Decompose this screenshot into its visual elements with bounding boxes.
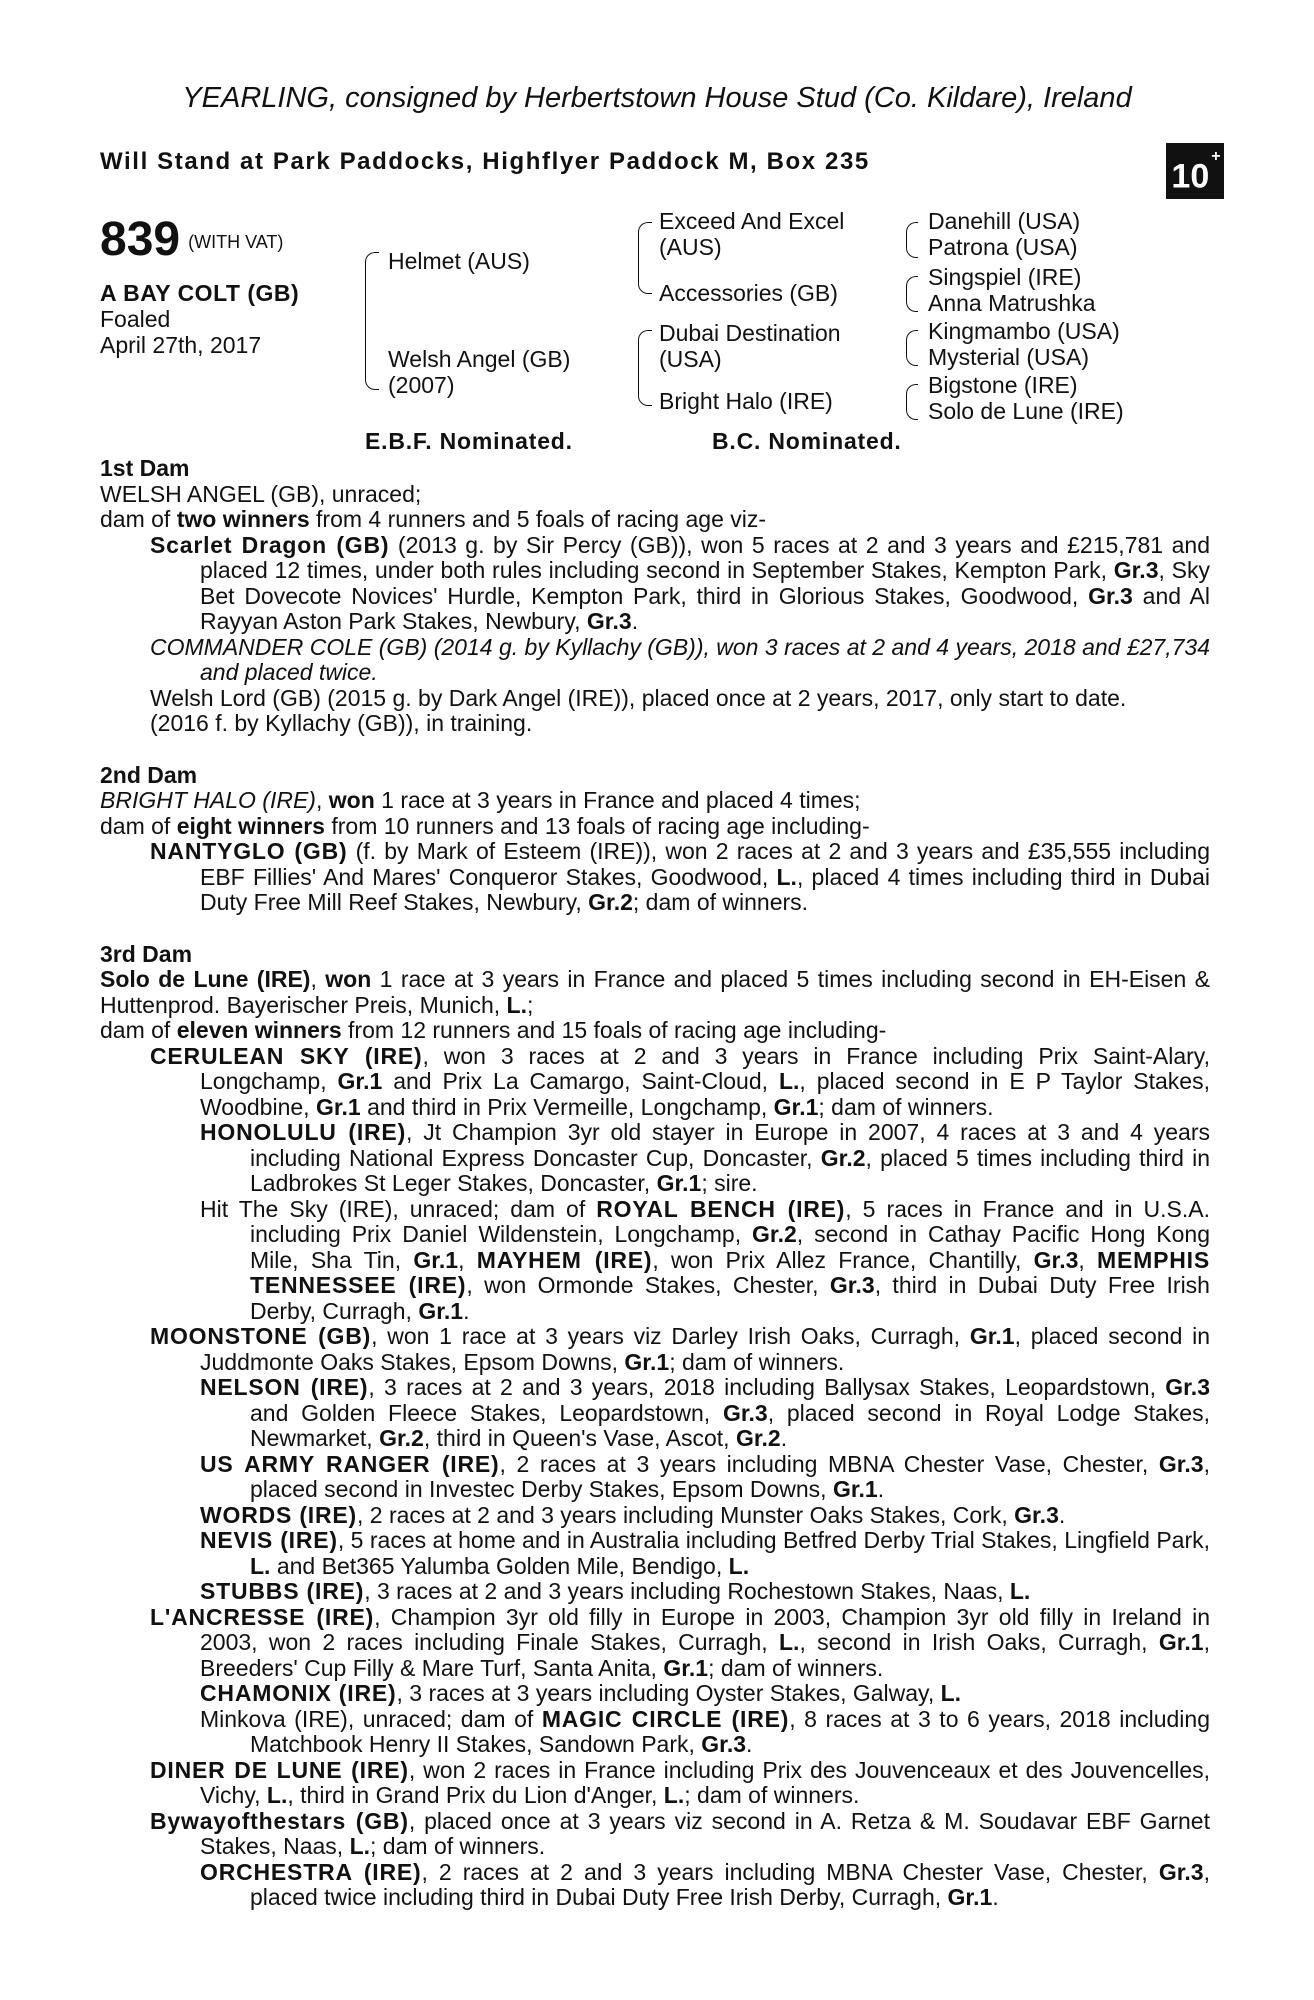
- pedigree-dam-dam: Bright Halo (IRE): [659, 388, 833, 414]
- foaled-date: April 27th, 2017: [100, 332, 262, 358]
- pedigree-dds: Bigstone (IRE): [928, 372, 1078, 398]
- third-dam-produce-summary: dam of eleven winners from 12 runners and 15 foals of racing age including-: [100, 1017, 887, 1043]
- pedigree-dss: Kingmambo (USA): [928, 318, 1120, 344]
- horse-description: A BAY COLT (GB): [100, 280, 300, 306]
- pedigree-dam-line2: (2007): [388, 372, 455, 398]
- list-item: Hit The Sky (IRE), unraced; dam of ROYAL BENCH (IRE), 5 races in France and in U.S.A. including Prix Daniel Wildenstein, Longchamp, Gr.2, second in Cathay Pacific Hong Kong Mile, Sha Tin, Gr.1, MAYHEM (IRE), won Prix Allez France, Chantilly, Gr.3, MEMPHIS TENNESSEE (IRE), won Ormonde Stakes, Chester, Gr.3, third in Dubai Duty Free Irish Derby, Curragh, Gr.1.: [200, 1195, 1210, 1324]
- fee-badge: [1166, 143, 1224, 199]
- second-dam-intro: BRIGHT HALO (IRE), won 1 race at 3 years in France and placed 4 times;: [100, 787, 861, 813]
- pedigree-sire: Helmet (AUS): [388, 248, 530, 274]
- list-item: NANTYGLO (GB) (f. by Mark of Esteem (IRE)), won 2 races at 2 and 3 years and £35,555 including EBF Fillies' And Mares' Conqueror Stakes, Goodwood, L., placed 4 times including third in Dubai Duty Free Mill Reef Stakes, Newbury, Gr.2; dam of winners.: [150, 838, 1210, 915]
- pedigree-brace-3: [638, 330, 652, 406]
- list-item: COMMANDER COLE (GB) (2014 g. by Kyllachy (GB)), won 3 races at 2 and 4 years, 2018 and £27,734 and placed twice.: [150, 633, 1210, 685]
- pedigree-ddd: Solo de Lune (IRE): [928, 398, 1124, 424]
- pedigree-brace-5: [906, 276, 918, 312]
- pedigree-dam-line1: Welsh Angel (GB): [388, 346, 571, 372]
- badge-plus: +: [1211, 148, 1221, 165]
- stand-location: Will Stand at Park Paddocks, Highflyer Paddock M, Box 235: [100, 148, 870, 175]
- ebf-nominated: E.B.F. Nominated.: [365, 428, 573, 454]
- page-header: YEARLING, consigned by Herbertstown House Stud (Co. Kildare), Ireland: [182, 82, 1132, 114]
- list-item: CERULEAN SKY (IRE), won 3 races at 2 and 3 years in France including Prix Saint-Alary, Longchamp, Gr.1 and Prix La Camargo, Saint-Cloud, L., placed second in E P Taylor Stakes, Woodbine, Gr.1 and third in Prix Vermeille, Longchamp, Gr.1; dam of winners.: [150, 1042, 1210, 1120]
- list-item: DINER DE LUNE (IRE), won 2 races in France including Prix des Jouvenceaux et des Jouvencelles, Vichy, L., third in Grand Prix du Lion d'Anger, L.; dam of winners.: [150, 1756, 1210, 1808]
- second-dam-produce-summary: dam of eight winners from 10 runners and 13 foals of racing age including-: [100, 812, 870, 839]
- bc-nominated: B.C. Nominated.: [712, 428, 902, 454]
- pedigree-brace-1: [365, 252, 379, 390]
- pedigree-sire-sire-line2: (AUS): [659, 234, 722, 260]
- pedigree-sire-sire-line1: Exceed And Excel: [659, 208, 845, 234]
- list-item: MOONSTONE (GB), won 1 race at 3 years viz Darley Irish Oaks, Curragh, Gr.1, placed second in Juddmonte Oaks Stakes, Epsom Downs, Gr.1; dam of winners.: [150, 1323, 1211, 1375]
- pedigree-sire-dam: Accessories (GB): [659, 280, 838, 306]
- pedigree-dsd: Mysterial (USA): [928, 344, 1090, 370]
- list-item: ORCHESTRA (IRE), 2 races at 2 and 3 years including MBNA Chester Vase, Chester, Gr.3, placed twice including third in Dubai Duty Free Irish Derby, Curragh, Gr.1.: [200, 1858, 1210, 1910]
- third-dam-intro: Solo de Lune (IRE), won 1 race at 3 years in France and placed 5 times including second in EH-Eisen & Huttenprod. Bayerischer Preis, Munich, L.;: [100, 966, 1210, 1018]
- badge-number: 10: [1171, 157, 1210, 196]
- pedigree-sdd: Anna Matrushka: [928, 290, 1096, 316]
- foaled-label: Foaled: [100, 306, 171, 332]
- list-item: NELSON (IRE), 3 races at 2 and 3 years, 2018 including Ballysax Stakes, Leopardstown, Gr.3 and Golden Fleece Stakes, Leopardstown, Gr.3, placed second in Royal Lodge Stakes, Newmarket, Gr.2, third in Queen's Vase, Ascot, Gr.2.: [200, 1374, 1210, 1451]
- first-dam-produce-summary: dam of two winners from 4 runners and 5 foals of racing age viz-: [100, 506, 767, 532]
- pedigree-dam-sire-line2: (USA): [659, 346, 722, 372]
- pedigree-brace-6: [906, 330, 918, 366]
- lot-number: [100, 212, 283, 267]
- list-item: L'ANCRESSE (IRE), Champion 3yr old filly in Europe in 2003, Champion 3yr old filly in Ireland in 2003, won 2 races including Finale Stakes, Curragh, L., second in Irish Oaks, Curragh, Gr.1, Breeders' Cup Filly & Mare Turf, Santa Anita, Gr.1; dam of winners.: [150, 1603, 1211, 1681]
- list-item: CHAMONIX (IRE), 3 races at 3 years including Oyster Stakes, Galway, L.: [200, 1680, 962, 1706]
- list-item: Bywayofthestars (GB), placed once at 3 years viz second in A. Retza & M. Soudavar EBF Garnet Stakes, Naas, L.; dam of winners.: [150, 1807, 1210, 1859]
- list-item: NEVIS (IRE), 5 races at home and in Australia including Betfred Derby Trial Stakes, Lingfield Park, L. and Bet365 Yalumba Golden Mile, Bendigo, L.: [200, 1527, 1210, 1579]
- list-item: HONOLULU (IRE), Jt Champion 3yr old stayer in Europe in 2007, 4 races at 3 and 4 years including National Express Doncaster Cup, Doncaster, Gr.2, placed 5 times including third in Ladbrokes St Leger Stakes, Doncaster, Gr.1; sire.: [200, 1119, 1210, 1196]
- list-item: WORDS (IRE), 2 races at 2 and 3 years including Munster Oaks Stakes, Cork, Gr.3.: [200, 1501, 1066, 1528]
- pedigree-sds: Singspiel (IRE): [928, 264, 1082, 290]
- list-item: US ARMY RANGER (IRE), 2 races at 3 years including MBNA Chester Vase, Chester, Gr.3, placed second in Investec Derby Stakes, Epsom Downs, Gr.1.: [200, 1450, 1210, 1502]
- pedigree-ssd: Patrona (USA): [928, 234, 1078, 260]
- first-dam-heading: 1st Dam: [100, 455, 190, 481]
- list-item: STUBBS (IRE), 3 races at 2 and 3 years including Rochestown Stakes, Naas, L.: [200, 1578, 1031, 1604]
- lot-number-value: 839: [100, 213, 181, 266]
- pedigree-brace-4: [906, 222, 918, 258]
- pedigree-dam-sire-line1: Dubai Destination: [659, 320, 841, 346]
- list-item: Minkova (IRE), unraced; dam of MAGIC CIRCLE (IRE), 8 races at 3 to 6 years, 2018 including Matchbook Henry II Stakes, Sandown Park, Gr.3.: [200, 1705, 1211, 1757]
- first-dam-intro: WELSH ANGEL (GB), unraced;: [100, 480, 422, 507]
- vat-label: (WITH VAT): [188, 231, 284, 252]
- third-dam-heading: 3rd Dam: [100, 940, 193, 967]
- list-item: (2016 f. by Kyllachy (GB)), in training.: [150, 710, 533, 736]
- list-item: Scarlet Dragon (GB) (2013 g. by Sir Percy (GB)), won 5 races at 2 and 3 years and £215,781 and placed 12 times, under both rules including second in September Stakes, Kempton Park, Gr.3, Sky Bet Dovecote Novices' Hurdle, Kempton Park, third in Glorious Stakes, Goodwood, Gr.3 and Al Rayyan Aston Park Stakes, Newbury, Gr.3.: [150, 531, 1210, 634]
- second-dam-heading: 2nd Dam: [100, 761, 198, 788]
- pedigree-sss: Danehill (USA): [928, 208, 1081, 234]
- list-item: Welsh Lord (GB) (2015 g. by Dark Angel (IRE)), placed once at 2 years, 2017, only start to date.: [150, 684, 1127, 711]
- pedigree-brace-2: [638, 222, 652, 294]
- pedigree-brace-7: [906, 384, 918, 420]
- pedigree-notes: [100, 452, 1210, 1911]
